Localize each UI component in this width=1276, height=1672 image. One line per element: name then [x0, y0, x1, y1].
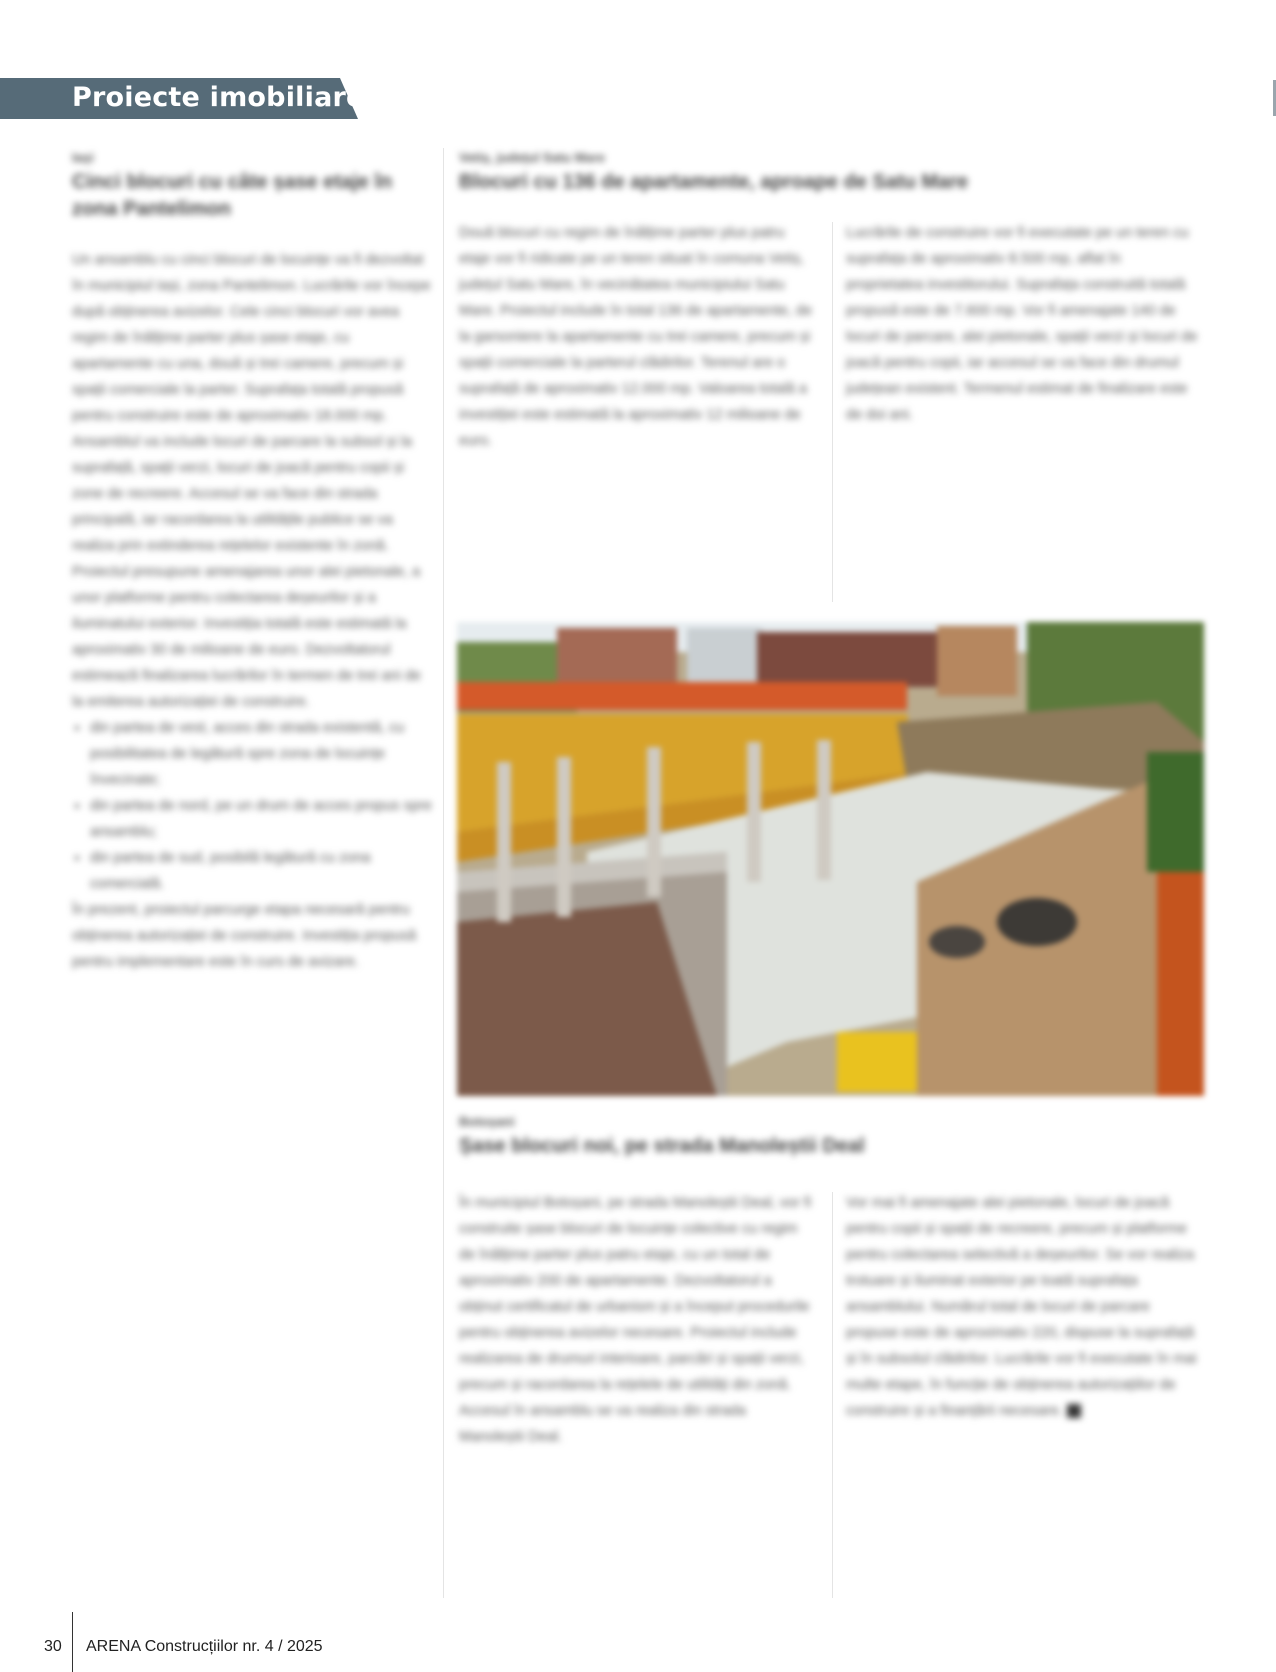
article-end-icon — [1067, 1404, 1081, 1418]
bottom-article-headline: Șase blocuri noi, pe strada Manoleștii Deal — [459, 1135, 865, 1157]
list-item: • din partea de nord, pe un drum de acces propus spre ansamblu; — [90, 793, 432, 845]
list-item: • din partea de vest, acces din strada existentă, cu posibilitatea de legătură spre zona de locuințe învecinate; — [90, 715, 432, 793]
top-article-header — [459, 150, 1199, 220]
top-article-column-1 — [459, 220, 814, 454]
top-article-col2-text: Lucrările de construire vor fi executate pe un teren cu suprafața de aproximativ 8.500 mp, aflat în proprietatea investitorului. Suprafața construită totală propusă este de 7.600 mp. Vor fi amenajate 140 de locuri de parcare, alei pietonale, spații verzi și locuri de joacă pentru copii, iar accesul se va face din drumul județean existent. Termenul estimat de finalizare este de doi ani. — [846, 225, 1198, 423]
section-title: Proiecte imobiliare — [72, 82, 365, 113]
bottom-article-col2-text: Vor mai fi amenajate alei pietonale, locuri de joacă pentru copii și spații de recreere, precum și platforme pentru colectarea selectivă a deșeurilor. Se vor realiza trotuare și iluminat exterior pe toată suprafața ansamblului. Numărul total de locuri de parcare propuse este de aproximativ 220, dispuse la suprafață și în subsolul clădirilor. Lucrările vor fi executate în mai multe etape, în funcție de obținerea autorizațiilor de construire și a finanțării necesare. — [846, 1195, 1197, 1419]
column-divider — [832, 222, 833, 602]
column-divider — [443, 148, 444, 1598]
bottom-article-header — [459, 1114, 1199, 1184]
construction-site-photo — [457, 622, 1204, 1096]
top-article-kicker: Vetiș, județul Satu Mare — [459, 150, 605, 165]
magazine-name: ARENA Construcțiilor nr. 4 / 2025 — [86, 1638, 323, 1655]
list-item: • din partea de sud, posibilă legătură cu zona comercială. — [90, 845, 432, 897]
column-divider — [832, 1192, 833, 1598]
left-article-body: Un ansamblu cu cinci blocuri de locuințe va fi dezvoltat în municipiul Iași, zona Pantelimon. Lucrările vor începe după obținerea avizelor. Cele cinci blocuri vor avea regim de înălțime parter plus șase etaje, cu apartamente cu una, două și trei camere, precum și spații comerciale la parter. Suprafața totală propusă pentru construire este de aproximativ 18.000 mp. Ansamblul va include locuri de parcare la subsol și la suprafață, spații verzi, locuri de joacă pentru copii și zone de recreere. Accesul se va face din strada principală, iar racordarea la utilitățile publice se va realiza prin extinderea rețelelor existente în zonă. Proiectul presupune amenajarea unor alei pietonale, a unor platforme pentru colectarea deșeurilor și a iluminatului exterior. Investiția totală este estimată la aproximativ 30 de milioane de euro. Dezvoltatorul estimează finalizarea lucrărilor în termen de trei ani de la emiterea autorizației de construire. — [72, 252, 431, 710]
top-article-column-2 — [846, 220, 1201, 428]
left-article-closing: În prezent, proiectul parcurge etapa necesară pentru obținerea autorizației de construire. Investiția propusă pentru implementare este în curs de avizare. — [72, 902, 417, 970]
left-article — [72, 150, 432, 975]
footer-divider — [72, 1612, 73, 1672]
bottom-article-kicker: Botoșani — [459, 1114, 515, 1129]
bottom-article-column-1 — [459, 1190, 814, 1450]
bottom-article-col1-text: În municipiul Botoșani, pe strada Manoleștii Deal, vor fi construite șase blocuri de locuințe colective cu regim de înălțime parter plus patru etaje, cu un total de aproximativ 200 de apartamente. Dezvoltatorul a obținut certificatul de urbanism și a început procedurile pentru obținerea avizelor necesare. Proiectul include realizarea de drumuri interioare, parcări și spații verzi, precum și racordarea la rețelele de utilități din zonă. Accesul în ansamblu se va realiza din strada Manoleștii Deal. — [459, 1195, 812, 1445]
page-number: 30 — [44, 1638, 62, 1655]
page-footer — [0, 1638, 400, 1672]
left-article-headline: Cinci blocuri cu câte șase etaje în zona Pantelimon — [72, 171, 393, 220]
left-article-bullets — [72, 715, 432, 897]
top-article-col1-text: Două blocuri cu regim de înălțime parter plus patru etaje vor fi ridicate pe un teren situat în comuna Vetiș, județul Satu Mare, în vecinătatea municipiului Satu Mare. Proiectul include în total 136 de apartamente, de la garsoniere la apartamente cu trei camere, precum și spații comerciale la parterul clădirilor. Terenul are o suprafață de aproximativ 12.000 mp. Valoarea totală a investiției este estimată la aproximativ 12 milioane de euro. — [459, 225, 813, 449]
left-article-kicker: Iași — [72, 150, 94, 165]
bottom-article-column-2 — [846, 1190, 1201, 1424]
top-article-headline: Blocuri cu 136 de apartamente, aproape de Satu Mare — [459, 171, 969, 193]
